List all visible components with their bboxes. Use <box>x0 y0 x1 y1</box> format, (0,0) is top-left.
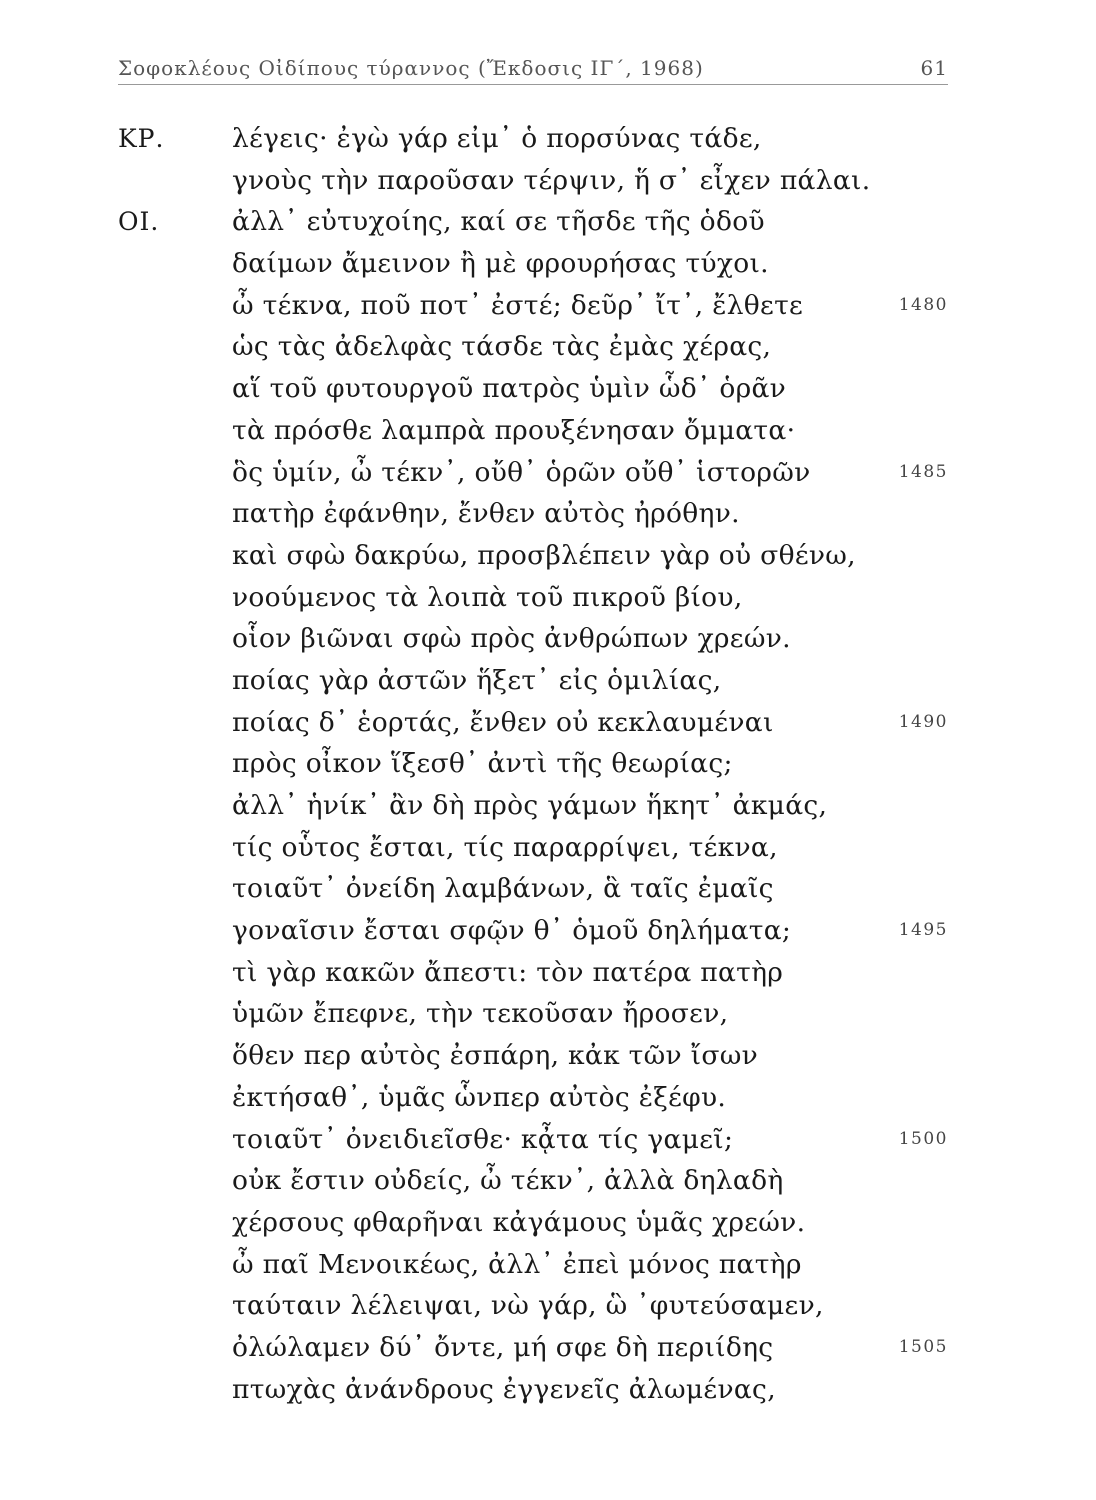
verse-text-line: ποίας γὰρ ἀστῶν ἥξετ᾽ εἰς ὁμιλίας, <box>232 664 722 696</box>
verse-text-line: λέγεις· ἐγὼ γάρ εἰμ᾽ ὁ πορσύνας τάδε, <box>232 123 762 154</box>
verse-line <box>0 868 1096 910</box>
header-divider <box>118 84 948 85</box>
verse-line <box>0 827 1096 869</box>
verse-text-line: πρὸς οἶκον ἵξεσθ᾽ ἀντὶ τῆς θεωρίας; <box>232 748 733 780</box>
verse-text-line: καὶ σφὼ δακρύω, προσβλέπειν γὰρ οὐ σθένω, <box>232 539 856 571</box>
verse-text-line: ὡς τὰς ἀδελφὰς τάσδε τὰς ἐμὰς χέρας, <box>232 331 772 363</box>
verse-line <box>0 993 1096 1035</box>
verse-line <box>0 785 1096 827</box>
verse-line <box>0 1285 1096 1327</box>
verse-text-line: ὦ παῖ Μενοικέως, ἀλλ᾽ ἐπεὶ μόνος πατὴρ <box>232 1248 802 1280</box>
verse-text-line: οἷον βιῶναι σφὼ πρὸς ἀνθρώπων χρεών. <box>232 623 791 655</box>
verse-text-line: τὰ πρόσθε λαμπρὰ προυξένησαν ὄμματα· <box>232 414 796 446</box>
speaker-label: ΚΡ. <box>118 124 165 153</box>
verse-line <box>0 702 1096 744</box>
verse-text-line: ὅθεν περ αὐτὸς ἐσπάρη, κἀκ τῶν ἴσων <box>232 1040 759 1072</box>
verse-text-line: ποίας δ᾽ ἑορτάς, ἔνθεν οὐ κεκλαυμέναι <box>232 706 774 738</box>
verse-line <box>0 201 1096 243</box>
verse-text-line: νοούμενος τὰ λοιπὰ τοῦ πικροῦ βίου, <box>232 581 743 613</box>
running-title: Σοφοκλέους Οἰδίπους τύραννος (Ἔκδοσις ΙΓ΄, 1968) <box>118 56 704 80</box>
verse-text-line: τίς οὗτος ἔσται, τίς παραρρίψει, τέκνα, <box>232 831 778 863</box>
verse-text-line: τὶ γὰρ κακῶν ἄπεστι: τὸν πατέρα πατὴρ <box>232 956 784 988</box>
verse-line <box>0 493 1096 535</box>
verse-text-line: ἀλλ᾽ εὐτυχοίης, καί σε τῆσδε τῆς ὁδοῦ <box>232 206 765 238</box>
line-number: 1505 <box>898 1336 948 1357</box>
verse-line <box>0 1244 1096 1286</box>
verse-line <box>0 1119 1096 1161</box>
verse-line <box>0 285 1096 327</box>
line-number: 1495 <box>898 920 948 941</box>
verse-line <box>0 535 1096 577</box>
line-number: 1485 <box>898 461 948 482</box>
verse-line <box>0 410 1096 452</box>
verse-line <box>0 952 1096 994</box>
verse-line <box>0 577 1096 619</box>
line-number: 1500 <box>898 1128 948 1149</box>
verse-text <box>0 118 1096 1410</box>
verse-line <box>0 1160 1096 1202</box>
verse-line <box>0 618 1096 660</box>
verse-text-line: ὑμῶν ἔπεφνε, τὴν τεκοῦσαν ἤροσεν, <box>232 998 729 1030</box>
verse-line <box>0 1077 1096 1119</box>
verse-line <box>0 1035 1096 1077</box>
verse-line <box>0 160 1096 202</box>
verse-text-line: ἐκτήσαθ᾽, ὑμᾶς ὧνπερ αὐτὸς ἐξέφυ. <box>232 1081 727 1113</box>
verse-line <box>0 326 1096 368</box>
verse-text-line: γνοὺς τὴν παροῦσαν τέρψιν, ἥ σ᾽ εἶχεν πάλαι. <box>232 164 871 196</box>
verse-text-line: ταύταιν λέλειψαι, νὼ γάρ, ὣ ᾽φυτεύσαμεν, <box>232 1290 824 1322</box>
verse-line <box>0 910 1096 952</box>
verse-text-line: χέρσους φθαρῆναι κἀγάμους ὑμᾶς χρεών. <box>232 1206 806 1238</box>
verse-line <box>0 1369 1096 1411</box>
verse-line <box>0 243 1096 285</box>
verse-text-line: γοναῖσιν ἔσται σφῷν θ᾽ ὁμοῦ δηλήματα; <box>232 915 792 947</box>
running-header <box>118 36 948 80</box>
verse-text-line: οὐκ ἔστιν οὐδείς, ὦ τέκν᾽, ἀλλὰ δηλαδὴ <box>232 1165 784 1197</box>
verse-text-line: ἀλλ᾽ ἡνίκ᾽ ἂν δὴ πρὸς γάμων ἥκητ᾽ ἀκμάς, <box>232 790 828 821</box>
line-number: 1480 <box>898 294 948 315</box>
verse-text-line: πτωχὰς ἀνάνδρους ἐγγενεῖς ἀλωμένας, <box>232 1373 776 1405</box>
verse-line <box>0 1202 1096 1244</box>
verse-line <box>0 452 1096 494</box>
verse-line <box>0 743 1096 785</box>
verse-line <box>0 118 1096 160</box>
verse-text-line: ὃς ὑμίν, ὦ τέκν᾽, οὔθ᾽ ὁρῶν οὔθ᾽ ἱστορῶν <box>232 456 811 488</box>
verse-text-line: πατὴρ ἐφάνθην, ἔνθεν αὐτὸς ἠρόθην. <box>232 498 740 530</box>
verse-line <box>0 1327 1096 1369</box>
verse-text-line: τοιαῦτ᾽ ὀνειδιεῖσθε· κᾆτα τίς γαμεῖ; <box>232 1123 734 1155</box>
verse-text-line: τοιαῦτ᾽ ὀνείδη λαμβάνων, ἃ ταῖς ἐμαῖς <box>232 873 774 905</box>
verse-text-line: ὀλώλαμεν δύ᾽ ὄντε, μή σφε δὴ περιίδης <box>232 1331 774 1363</box>
page-number: 61 <box>920 56 948 80</box>
verse-line <box>0 368 1096 410</box>
verse-text-line: δαίμων ἄμεινον ἢ μὲ φρουρήσας τύχοι. <box>232 248 769 280</box>
verse-line <box>0 660 1096 702</box>
line-number: 1490 <box>898 711 948 732</box>
speaker-label: ΟΙ. <box>118 207 160 237</box>
verse-text-line: ὦ τέκνα, ποῦ ποτ᾽ ἐστέ; δεῦρ᾽ ἴτ᾽, ἔλθετε <box>232 289 804 321</box>
verse-text-line: αἵ τοῦ φυτουργοῦ πατρὸς ὑμὶν ὧδ᾽ ὁρᾶν <box>232 373 787 405</box>
